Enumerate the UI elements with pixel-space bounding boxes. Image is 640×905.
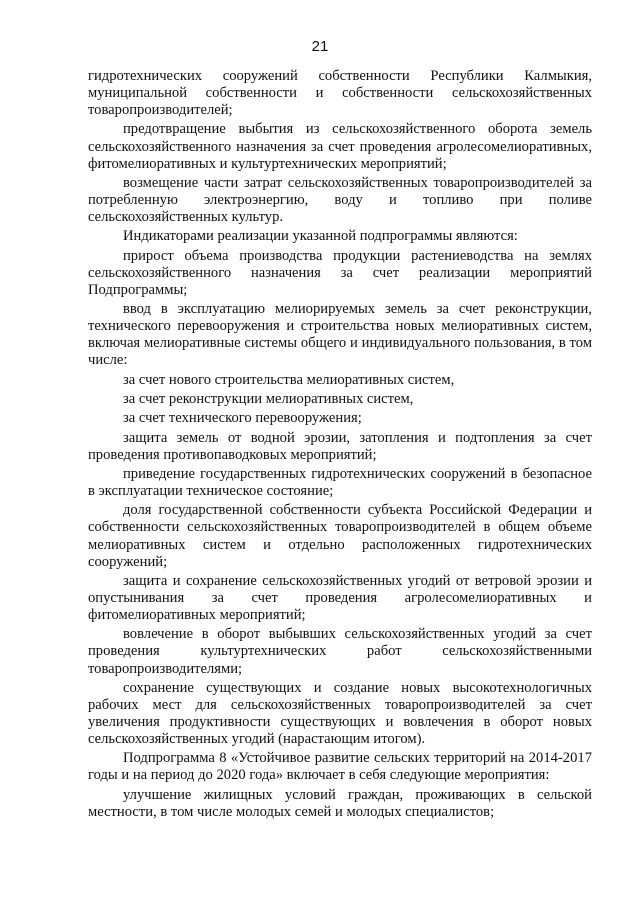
paragraph: вовлечение в оборот выбывших сельскохозяйственных угодий за счет проведения культуртехнических работ сельскохозяйственными товаропроизводителями; (88, 626, 592, 677)
paragraph: предотвращение выбытия из сельскохозяйственного оборота земель сельскохозяйственного назначения за счет проведения агролесомелиоративных, фитомелиоративных и культуртехнических мероприятий; (88, 121, 592, 172)
paragraph: сохранение существующих и создание новых высокотехнологичных рабочих мест для сельскохозяйственных товаропроизводителей за счет увеличения продуктивности существующих и вовлечения в оборот новых сельскохозяйственных угодий (нарастающим итогом). (88, 679, 592, 748)
paragraph: за счет реконструкции мелиоративных систем, (123, 391, 414, 407)
paragraph: Индикаторами реализации указанной подпрограммы являются: (123, 228, 518, 245)
paragraph: улучшение жилищных условий граждан, проживающих в сельской местности, в том числе молодых семей и молодых специалистов; (88, 786, 592, 820)
paragraph: доля государственной собственности субъекта Российской Федерации и собственности сельскохозяйственных товаропроизводителей в общем объеме мелиоративных систем и отдельно расположенных гидротехнических сооружений; (88, 502, 592, 570)
paragraph: за счет технического перевооружения; (123, 410, 362, 427)
document-body (88, 68, 592, 821)
paragraph: защита земель от водной эрозии, затопления и подтопления за счет проведения противопаводковых мероприятий; (88, 429, 592, 463)
paragraph: возмещение части затрат сельскохозяйственных товаропроизводителей за потребленную электроэнергию, воду и топливо при поливе сельскохозяйственных культур. (88, 174, 592, 226)
paragraph: прирост объема производства продукции растениеводства на землях сельскохозяйственного назначения за счет реализации мероприятий Подпрограммы; (88, 247, 592, 298)
page-number: 21 (311, 38, 329, 55)
paragraph: защита и сохранение сельскохозяйственных угодий от ветровой эрозии и опустынивания за счет проведения агролесомелиоративных и фитомелиоративных мероприятий; (88, 572, 592, 624)
paragraph: ввод в эксплуатацию мелиорируемых земель за счет реконструкции, технического перевооружения и строительства новых мелиоративных систем, включая мелиоративные системы общего и индивидуального пользования, в том числе: (88, 301, 592, 369)
paragraph: гидротехнических сооружений собственности Республики Калмыкия, муниципальной собственности и собственности сельскохозяйственных товаропроизводителей; (88, 68, 592, 119)
paragraph: за счет нового строительства мелиоративных систем, (123, 371, 455, 388)
paragraph: Подпрограмма 8 «Устойчивое развитие сельских территорий на 2014-2017 годы и на период до 2020 года» включает в себя следующие мероприятия: (88, 750, 592, 784)
paragraph: приведение государственных гидротехнических сооружений в безопасное в эксплуатации техническое состояние; (88, 465, 592, 500)
